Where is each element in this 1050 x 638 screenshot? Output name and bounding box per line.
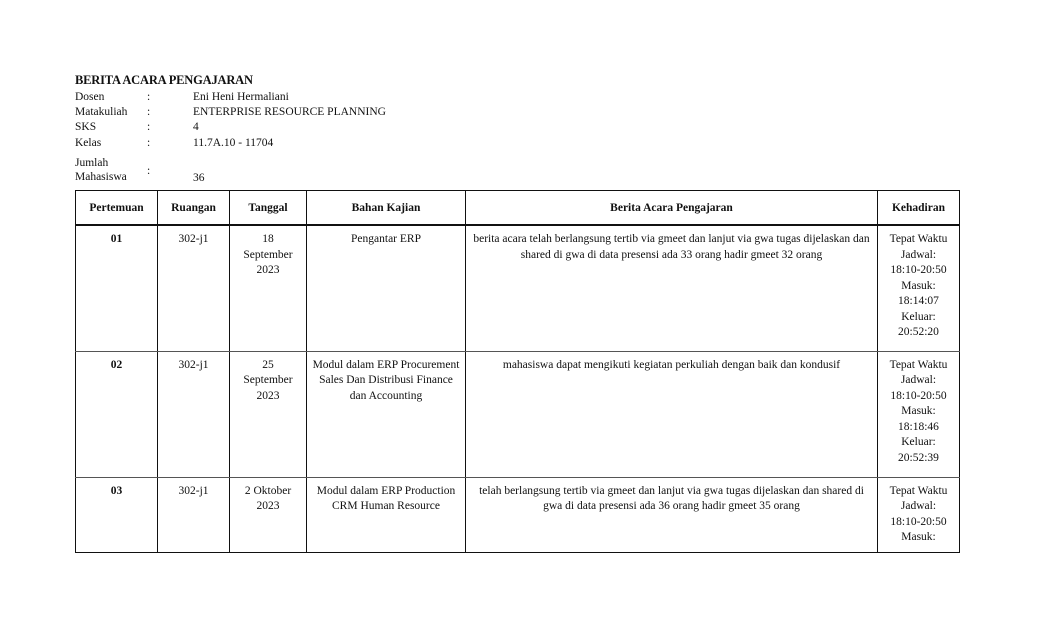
column-header-kehadiran: Kehadiran bbox=[878, 191, 960, 226]
table-row bbox=[76, 351, 960, 477]
cell-pertemuan: 01 bbox=[76, 225, 158, 351]
cell-tanggal: 18 September 2023 bbox=[230, 225, 307, 351]
info-separator: : bbox=[147, 106, 151, 118]
info-separator: : bbox=[147, 137, 151, 149]
document-title: BERITA ACARA PENGAJARAN bbox=[75, 73, 253, 87]
cell-ruangan: 302-j1 bbox=[158, 477, 230, 552]
cell-pertemuan: 02 bbox=[76, 351, 158, 477]
column-header-pertemuan: Pertemuan bbox=[76, 191, 158, 226]
cell-kehadiran: Tepat Waktu Jadwal: 18:10-20:50 Masuk: bbox=[878, 477, 960, 552]
info-value: 11.7A.10 - 11704 bbox=[193, 137, 274, 149]
info-separator: : bbox=[147, 91, 151, 103]
cell-ruangan: 302-j1 bbox=[158, 225, 230, 351]
info-label: Matakuliah bbox=[75, 106, 128, 118]
column-header-bahan-kajian: Bahan Kajian bbox=[307, 191, 466, 226]
cell-tanggal: 25 September 2023 bbox=[230, 351, 307, 477]
info-value: ENTERPRISE RESOURCE PLANNING bbox=[193, 106, 386, 118]
info-value: 4 bbox=[193, 121, 199, 133]
cell-ruangan: 302-j1 bbox=[158, 351, 230, 477]
table-row bbox=[76, 477, 960, 552]
cell-kehadiran: Tepat Waktu Jadwal: 18:10-20:50 Masuk: 18:18:46 Keluar: 20:52:39 bbox=[878, 351, 960, 477]
info-label: Dosen bbox=[75, 91, 105, 103]
info-label: Kelas bbox=[75, 137, 102, 149]
info-label: Jumlah Mahasiswa bbox=[75, 157, 127, 183]
cell-bahan-kajian: Modul dalam ERP Procurement Sales Dan Distribusi Finance dan Accounting bbox=[307, 351, 466, 477]
cell-bahan-kajian: Modul dalam ERP Production CRM Human Resource bbox=[307, 477, 466, 552]
cell-berita-acara: telah berlangsung tertib via gmeet dan lanjut via gwa tugas dijelaskan dan shared di gwa di data presensi ada 36 orang hadir gmeet 35 orang bbox=[466, 477, 878, 552]
cell-berita-acara: mahasiswa dapat mengikuti kegiatan perkuliah dengan baik dan kondusif bbox=[466, 351, 878, 477]
table-row bbox=[76, 225, 960, 351]
cell-berita-acara: berita acara telah berlangsung tertib via gmeet dan lanjut via gwa tugas dijelaskan dan shared di gwa di data presensi ada 33 orang hadir gmeet 32 orang bbox=[466, 225, 878, 351]
column-header-tanggal: Tanggal bbox=[230, 191, 307, 226]
info-separator: : bbox=[147, 121, 151, 133]
info-value: Eni Heni Hermaliani bbox=[193, 91, 289, 103]
table-header-row bbox=[76, 191, 960, 226]
cell-kehadiran: Tepat Waktu Jadwal: 18:10-20:50 Masuk: 18:14:07 Keluar: 20:52:20 bbox=[878, 225, 960, 351]
cell-pertemuan: 03 bbox=[76, 477, 158, 552]
column-header-ruangan: Ruangan bbox=[158, 191, 230, 226]
info-label: SKS bbox=[75, 121, 97, 133]
info-separator: : bbox=[147, 165, 151, 177]
info-value: 36 bbox=[193, 172, 205, 184]
cell-bahan-kajian: Pengantar ERP bbox=[307, 225, 466, 351]
cell-tanggal: 2 Oktober 2023 bbox=[230, 477, 307, 552]
attendance-table bbox=[75, 190, 960, 553]
column-header-berita-acara: Berita Acara Pengajaran bbox=[466, 191, 878, 226]
